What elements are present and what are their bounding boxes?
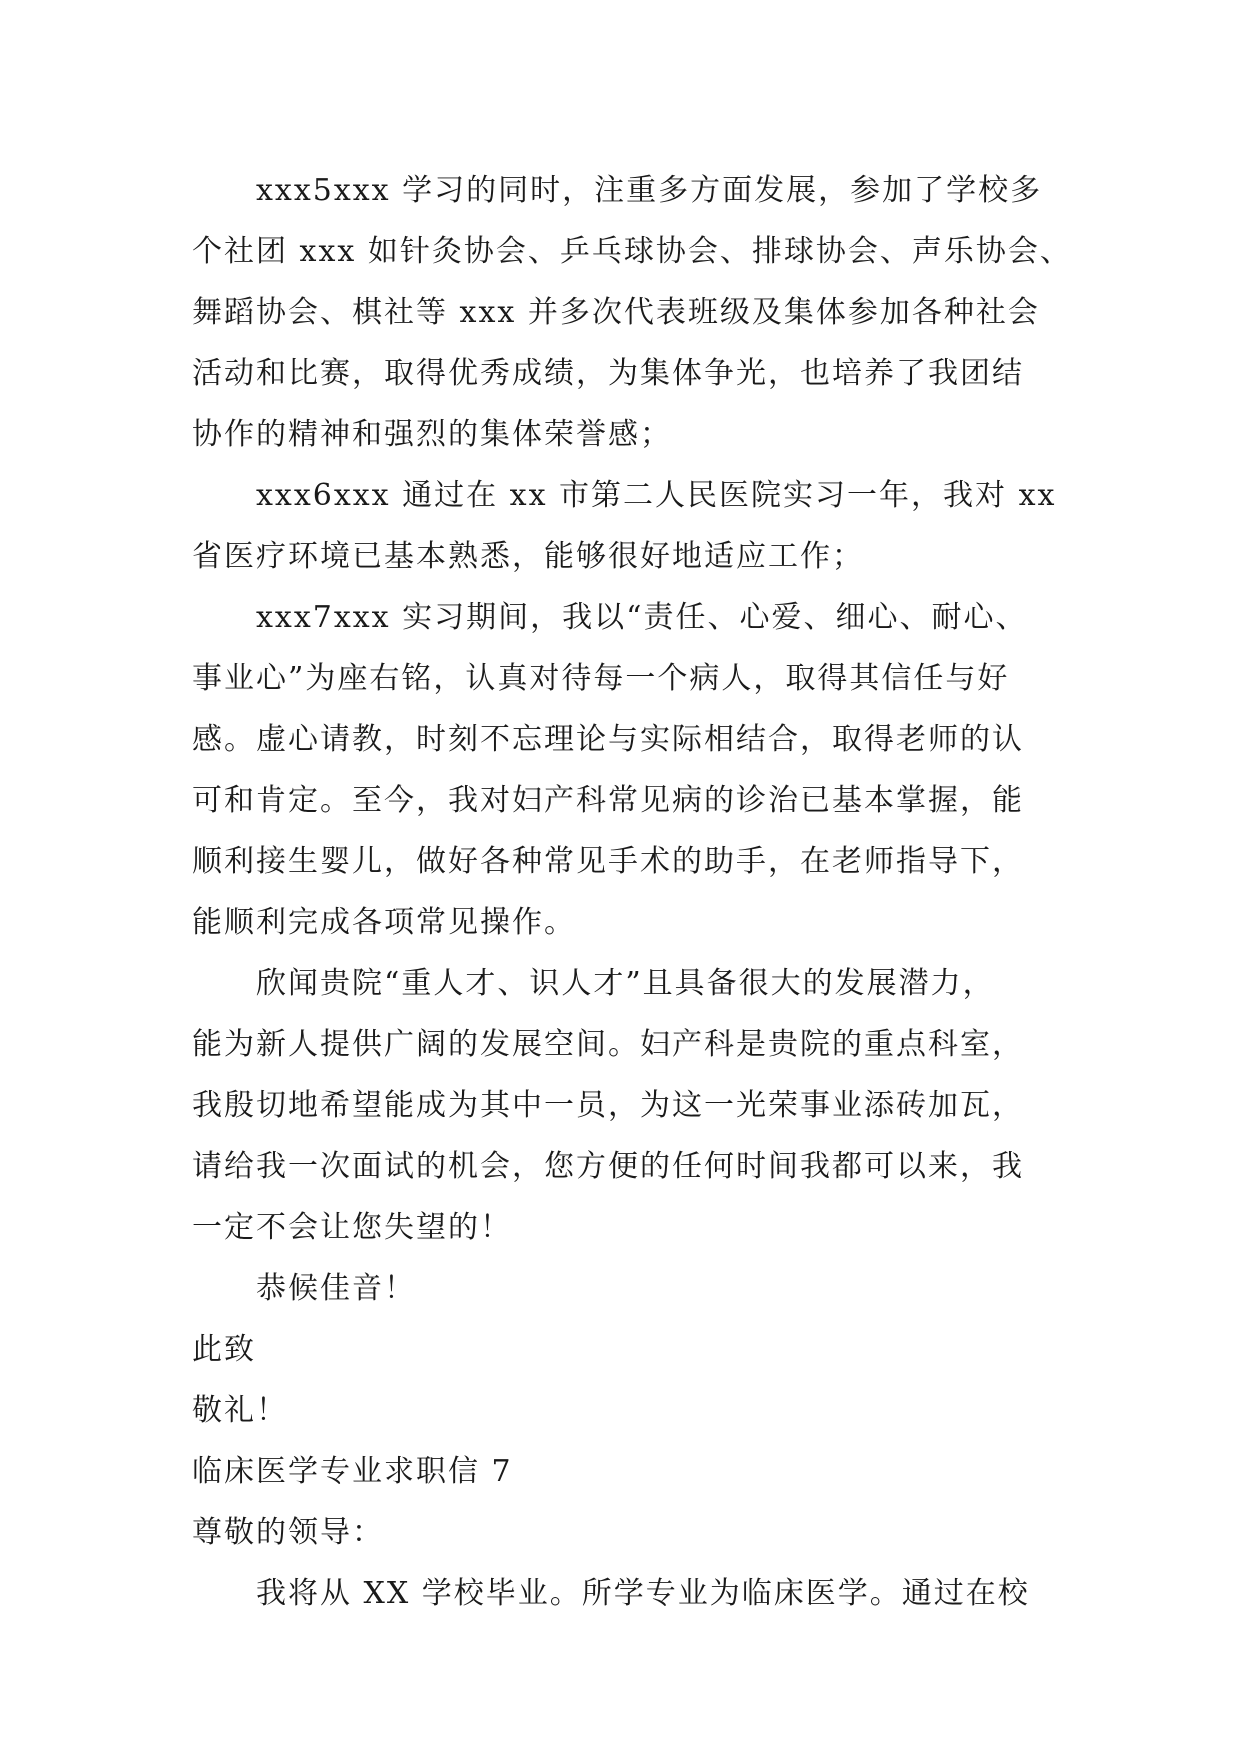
text-line: 感。虚心请教，时刻不忘理论与实际相结合，取得老师的认 [192, 722, 1024, 757]
text-line: 舞蹈协会、棋社等 xxx 并多次代表班级及集体参加各种社会 [192, 295, 1040, 330]
text-line: 请给我一次面试的机会，您方便的任何时间我都可以来，我 [192, 1149, 1024, 1184]
text-line: 我殷切地希望能成为其中一员，为这一光荣事业添砖加瓦， [192, 1088, 1024, 1123]
text-line: 能顺利完成各项常见操作。 [192, 905, 576, 940]
text-line: 可和肯定。至今，我对妇产科常见病的诊治已基本掌握，能 [192, 783, 1024, 818]
salutation-line: 此致 [192, 1332, 256, 1367]
text-line: 省医疗环境已基本熟悉，能够很好地适应工作； [192, 539, 864, 574]
salutation-line: 敬礼！ [192, 1393, 288, 1428]
text-line: 我将从 XX 学校毕业。所学专业为临床医学。通过在校 [256, 1576, 1030, 1611]
text-line: 一定不会让您失望的！ [192, 1210, 512, 1245]
text-line: 欣闻贵院“重人才、识人才”且具备很大的发展潜力， [256, 966, 995, 1001]
text-line: 协作的精神和强烈的集体荣誉感； [192, 417, 672, 452]
text-line: 事业心”为座右铭，认真对待每一个病人，取得其信任与好 [192, 661, 1010, 696]
closing-line: 恭候佳音！ [256, 1271, 416, 1306]
text-line: 能为新人提供广阔的发展空间。妇产科是贵院的重点科室， [192, 1027, 1024, 1062]
section-heading: 临床医学专业求职信 7 [192, 1454, 513, 1489]
text-line: 活动和比赛，取得优秀成绩，为集体争光，也培养了我团结 [192, 356, 1024, 391]
text-line: xxx7xxx 实习期间，我以“责任、心爱、细心、耐心、 [256, 600, 1028, 635]
text-line: xxx6xxx 通过在 xx 市第二人民医院实习一年，我对 xx [256, 478, 1057, 513]
text-line: 个社团 xxx 如针灸协会、乒乓球协会、排球协会、声乐协会、 [192, 234, 1072, 269]
text-line: xxx5xxx 学习的同时，注重多方面发展，参加了学校多 [256, 173, 1043, 208]
greeting-line: 尊敬的领导： [192, 1515, 384, 1550]
text-line: 顺利接生婴儿，做好各种常见手术的助手，在老师指导下， [192, 844, 1024, 879]
document-body [192, 160, 1072, 1624]
